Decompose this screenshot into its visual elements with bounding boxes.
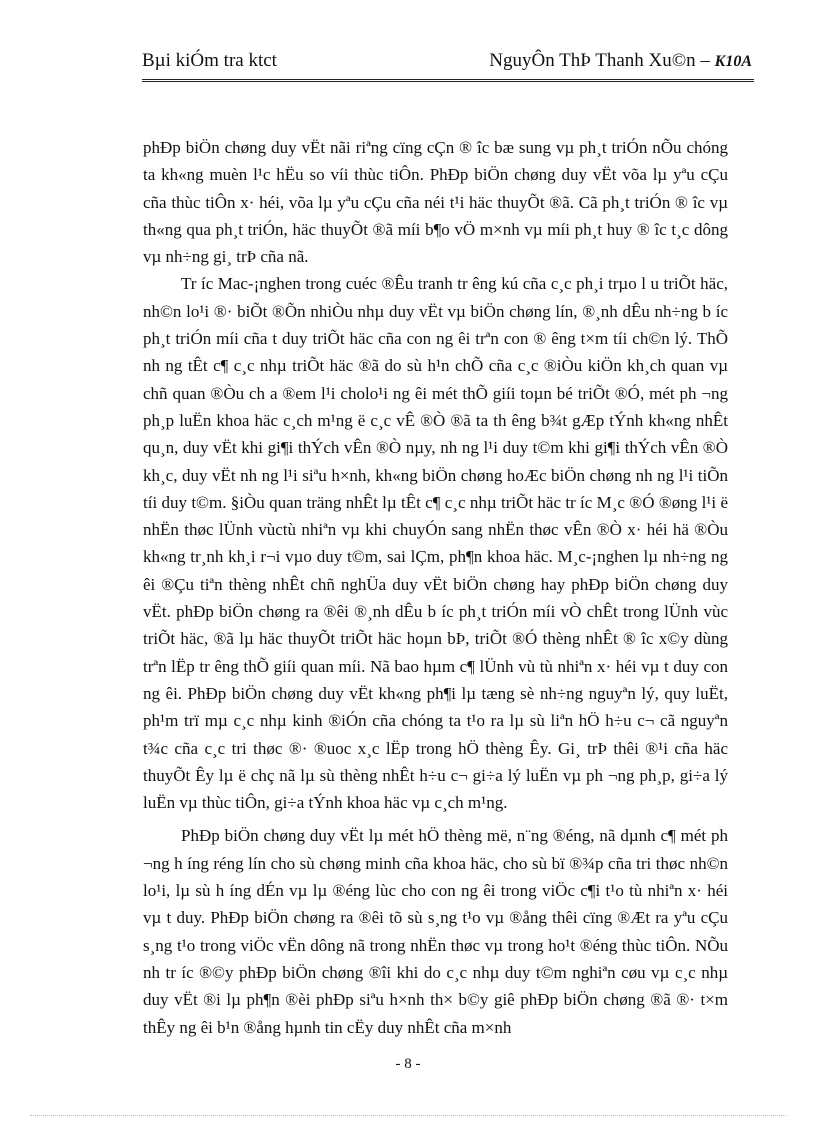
header-right-author (489, 50, 752, 72)
header-class-code: K10A (714, 53, 752, 70)
header-rule (142, 79, 754, 82)
page-number: - 8 - (395, 1056, 421, 1072)
body-text (143, 134, 728, 1041)
header-author-name: NguyÔn ThÞ Thanh Xu©n – (489, 50, 715, 71)
footer-rule (30, 1115, 786, 1116)
paragraph-2: Tr íc Mac-¡nghen trong cuéc ®Êu tranh tr êng kú cña c¸c ph¸i trµo l u triÕt häc, nh©n lo¹i ®· biÕt ®Õn nhiÒu nhµ duy vËt vµ biÖn chøng lín, ®¸nh dÊu nh÷ng b íc ph¸t triÓn míi cña t duy triÕt häc cña con ng êi trªn con ® êng t×m tíi ch©n lý. ThÕ nh ng tÊt c¶ c¸c nhµ triÕt häc ®ã do sù h¹n chÕ cña c¸c ®iÒu kiÖn kh¸ch quan vµ chñ quan ®Òu ch a ®em l¹i cholo¹i ng êi mét thÕ giíi toµn bé triÕt ®Ó, mét ph ¬ng ph¸p luËn khoa häc c¸ch m¹ng ë c¸c vÊ ®Ò ®ã ta th êng b¾t gÆp tÝnh kh«ng nhÊt qu¸n, duy vËt khi gi¶i thÝch vÊn ®Ò nµy, nh ng l¹i duy t©m khi gi¶i thÝch vÊn ®Ò kh¸c, duy vËt nh ng l¹i siªu h×nh, kh«ng biÖn chøng hoÆc biÖn chøng nh ng l¹i tiÕn tíi duy t©m. §iÒu quan träng nhÊt lµ tÊt c¶ c¸c nhµ triÕt häc tr íc M¸c ®Ó ®øng l¹i ë nhËn thøc lÜnh vùctù nhiªn vµ khi chuyÓn sang nhËn thøc vÊn ®Ò x· héi hä ®Òu kh«ng tr¸nh kh¸i r¬i vµo duy t©m, sai lÇm, ph¶n khoa häc. M¸c-¡nghen lµ nh÷ng ng êi ®Çu tiªn thèng nhÊt chñ nghÜa duy vËt biÖn chøng hay phÐp biÖn chøng duy vËt. phÐp biÖn chøng ra ®êi ®¸nh dÊu b íc ph¸t triÓn míi vÒ chÊt trong lÜnh vùc triÕt häc, ®ã lµ häc thuyÕt triÕt häc hoµn bÞ, triÕt ®Ó thèng nhÊt ® îc x©y dùng trªn lËp tr êng thÕ giíi quan míi. Nã bao hµm c¶ lÜnh vù tù nhiªn x· héi vµ t duy con ng êi. PhÐp biÖn chøng duy vËt kh«ng ph¶i lµ tæng sè nh÷ng nguyªn lý, quy luËt, ph¹m trï mµ c¸c nhµ kinh ®iÓn cña chóng ta t¹o ra lµ sù liªn hÖ h÷u c¬ cã nguyªn t¾c cña c¸c tri thøc ®· ®uoc x¸c lËp trong hÖ thèng Êy. Gi¸ trÞ thêi ®¹i cña häc thuyÕt Êy lµ ë chç nã lµ sù thèng nhÊt h÷u c¬ gi÷a lý luËn vµ ph ¬ng ph¸p, gi÷a lý luËn vµ thùc tiÔn, gi÷a tÝnh khoa häc vµ c¸ch m¹ng. (143, 274, 728, 813)
header-left-title: Bµi kiÓm tra ktct (142, 50, 277, 71)
paragraph-1: phÐp biÖn chøng duy vËt nãi riªng cïng cÇn ® îc bæ sung vµ ph¸t triÓn nÕu chóng ta kh«ng muèn l¹c hËu so víi thùc tiÔn. PhÐp biÖn chøng duy vËt võa lµ yªu cÇu cña thùc tiÔn x· héi, võa lµ yªu cÇu cña néi t¹i häc thuyÕt ®ã. Cã ph¸t triÓn ® îc vµ th«ng qua ph¸t triÓn, häc thuyÕt ®ã míi b¶o vÖ m×nh vµ míi ph¸t huy ® îc t¸c dông vµ nh÷ng gi¸ trÞ cña nã. (143, 138, 728, 267)
paragraph-3: PhÐp biÖn chøng duy vËt lµ mét hÖ thèng më, n¨ng ®éng, nã dµnh c¶ mét ph ¬ng h íng réng lín cho sù chøng minh cña khoa häc, cho sù bï ®¾p cña tri thøc nh©n lo¹i, lµ sù h íng dÉn vµ lµ ®éng lùc cho con ng êi trong viÖc c¶i t¹o tù nhiªn x· héi vµ t duy. PhÐp biÖn chøng ra ®êi tõ sù s¸ng t¹o vµ ®ång thêi cïng ®Æt ra yªu cÇu s¸ng t¹o trong viÖc vËn dông nã trong nhËn thøc vµ trong ho¹t ®éng thùc tiÔn. NÕu nh tr íc ®©y phÐp biÖn chøng ®îi khi do c¸c nhµ duy t©m nghiªn cøu vµ c¸c nhµ duy vËt ®i lµ ph¶n ®èi phÐp siªu h×nh th× b©y giê phÐp biÖn chøng ®ã ®· t×m thÊy ng êi b¹n ®ång hµnh tin cËy duy nhÊt cña m×nh (143, 826, 728, 1037)
page-header (142, 46, 752, 76)
